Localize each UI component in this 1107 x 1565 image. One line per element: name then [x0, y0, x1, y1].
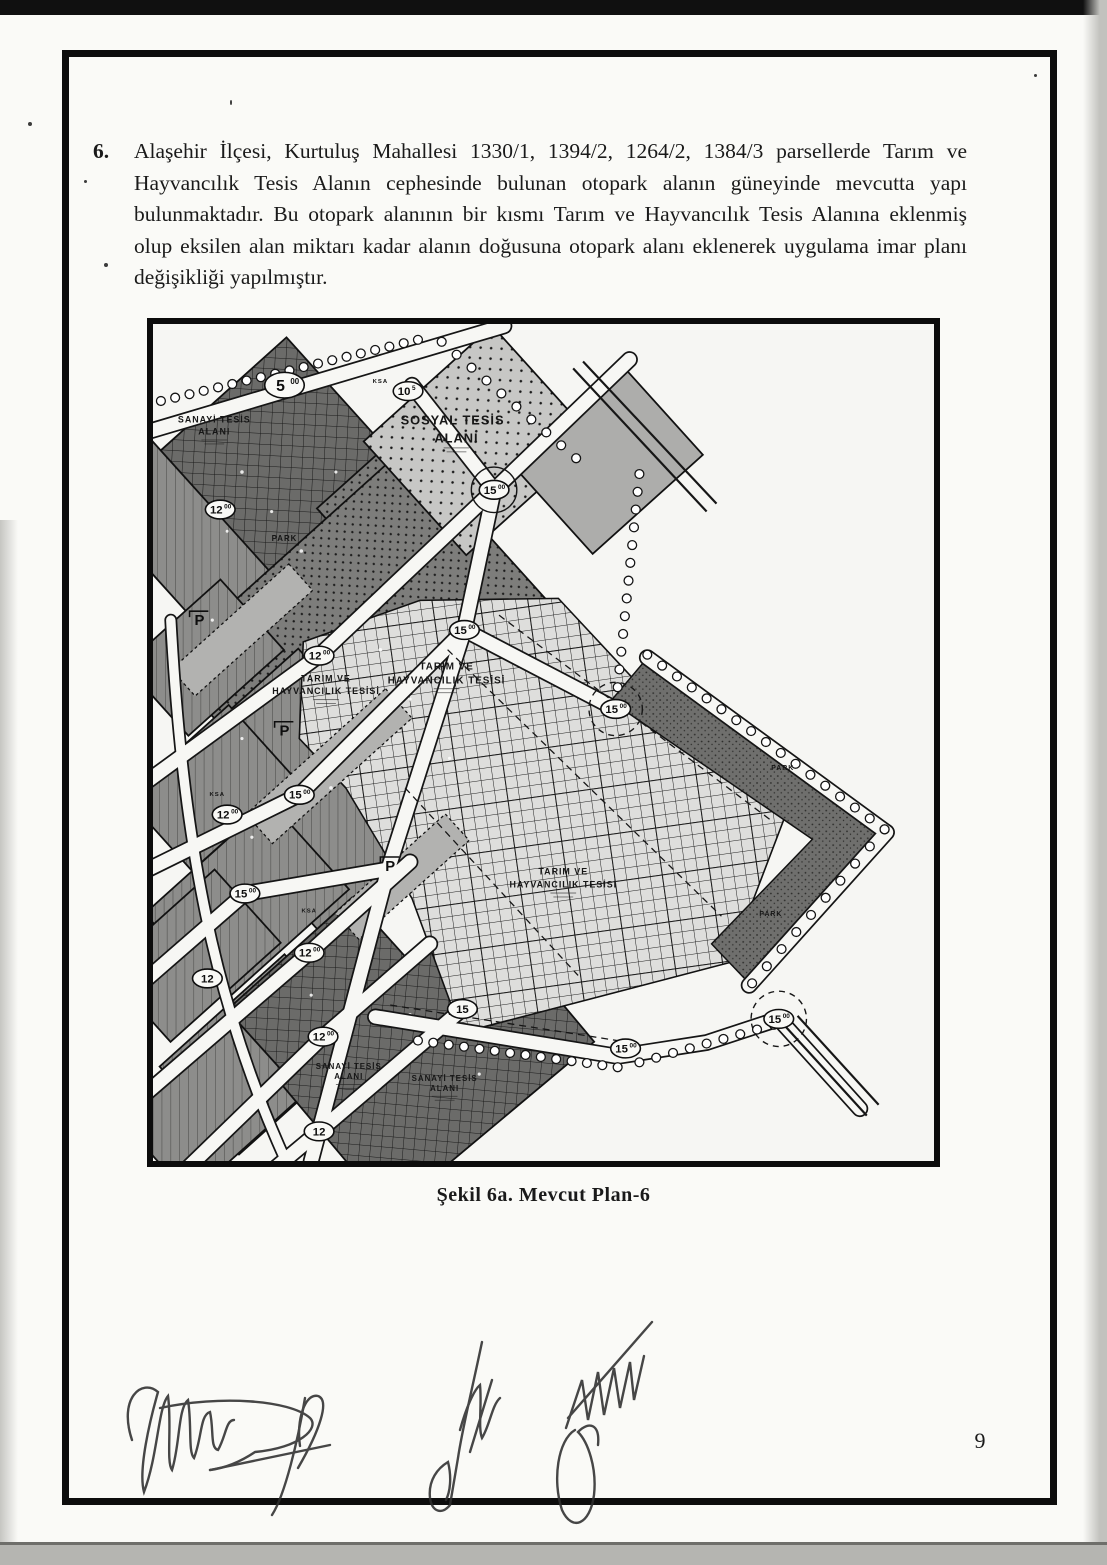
tree-circle-icon	[850, 803, 859, 812]
road-width-value: 15	[234, 888, 248, 901]
road-width-value: 12	[201, 973, 214, 986]
map-zone-label: HAYVANCILIK TESİSİ	[272, 686, 380, 697]
tree-circle-icon	[356, 349, 365, 358]
tree-circle-icon	[567, 1057, 576, 1066]
zoning-plan-svg	[153, 324, 934, 1161]
tree-circle-icon	[702, 694, 711, 703]
tree-circle-icon	[460, 1042, 469, 1051]
parking-p-icon: P	[194, 613, 205, 630]
zone-sub-annotation	[313, 699, 339, 700]
tree-circle-icon	[643, 650, 652, 659]
road-width-decimal: 00	[629, 1042, 637, 1050]
tree-circle-icon	[185, 390, 194, 399]
road-width-value: 15	[768, 1013, 782, 1026]
tree-circle-icon	[444, 1040, 453, 1049]
tree-circle-icon	[658, 661, 667, 670]
tree-circle-icon	[617, 647, 626, 656]
road-width-decimal: 00	[619, 702, 627, 710]
map-zone-label: SANAYİ TESİS	[315, 1062, 382, 1072]
tree-circle-icon	[521, 1050, 530, 1059]
tree-circle-icon	[467, 363, 476, 372]
tree-circle-icon	[792, 928, 801, 937]
tree-circle-icon	[242, 376, 251, 385]
tree-circle-icon	[371, 346, 380, 355]
zone-sub-annotation	[336, 1084, 362, 1085]
tree-circle-icon	[630, 523, 639, 532]
zone-sub-annotation	[437, 692, 457, 693]
tree-circle-icon	[624, 576, 633, 585]
map-zone-label: TARIM VE	[419, 661, 474, 673]
road-width-value: 15	[483, 484, 497, 497]
tree-circle-icon	[342, 352, 351, 361]
road-width-value: 12	[209, 504, 223, 517]
parking-p-icon: P	[279, 723, 290, 740]
paragraph-text	[134, 136, 967, 294]
map-zone-label: ALANI	[434, 430, 479, 446]
road-width-value: 5	[276, 378, 285, 396]
tree-circle-icon	[626, 558, 635, 567]
zone-sub-annotation	[447, 451, 467, 452]
map-zone-label: SOSYAL TESİS	[400, 412, 505, 428]
map-zone-label: HAYVANCILIK TESİSİ	[509, 879, 618, 890]
tree-circle-icon	[702, 1039, 711, 1048]
road-width-decimal: 5	[412, 385, 416, 393]
map-zone-label: HAYVANCILIK TESİSİ	[387, 675, 506, 687]
tree-circle-icon	[582, 1059, 591, 1068]
tree-circle-icon	[748, 979, 757, 988]
tree-circle-icon	[171, 393, 180, 402]
tree-circle-icon	[633, 487, 642, 496]
tree-circle-icon	[762, 962, 771, 971]
road-width-value: 15	[289, 789, 302, 802]
tree-circle-icon	[214, 383, 223, 392]
map-zone-label: TARIM VE	[301, 673, 351, 684]
tree-circle-icon	[622, 594, 631, 603]
tree-circle-icon	[673, 672, 682, 681]
map-zone-label: ALANI	[334, 1072, 364, 1082]
tree-circle-icon	[865, 842, 874, 851]
tree-circle-icon	[761, 738, 770, 747]
paragraph-number: 6.	[93, 139, 110, 163]
road-width-decimal: 00	[313, 946, 321, 954]
zone-sub-annotation	[201, 439, 227, 440]
paragraph-line: Alaşehir İlçesi, Kurtuluş Mahallesi 1330/1, 1394/2, 1264/2, 1384/3 parsellerde Tarım ve	[134, 139, 967, 163]
map-zone-label: PARK	[271, 534, 298, 544]
dust-speck	[28, 122, 32, 126]
zone-sub-annotation	[316, 703, 336, 704]
map-zone-label: SANAYİ TESİS	[177, 414, 251, 425]
tree-circle-icon	[156, 397, 165, 406]
paragraph-line: değişikliği yapılmıştır.	[134, 265, 328, 289]
map-zone-label: ALANI	[430, 1083, 460, 1093]
tree-circle-icon	[385, 342, 394, 351]
tree-circle-icon	[413, 335, 422, 344]
tree-circle-icon	[536, 1053, 545, 1062]
tree-circle-icon	[836, 876, 845, 885]
road-width-decimal: 00	[224, 503, 232, 511]
scan-edge-left	[0, 520, 18, 1562]
tree-circle-icon	[865, 814, 874, 823]
tree-circle-icon	[572, 454, 581, 463]
parking-p-icon: P	[385, 858, 396, 875]
tree-circle-icon	[635, 470, 644, 479]
tree-circle-icon	[736, 1030, 745, 1039]
tree-circle-icon	[719, 1034, 728, 1043]
zone-sub-annotation	[204, 443, 224, 444]
page-number: 9	[974, 1428, 986, 1453]
tree-circle-icon	[717, 705, 726, 714]
zone-sub-annotation	[550, 893, 576, 894]
tree-circle-icon	[619, 629, 628, 638]
paragraph-line: bulunmaktadır. Bu otopark alanının bir kısmı Tarım ve Hayvancılık Tesis Alanına eklenmiş	[134, 202, 967, 226]
tree-circle-icon	[228, 380, 237, 389]
zone-sub-annotation	[553, 896, 573, 897]
tree-circle-icon	[821, 893, 830, 902]
road-width-value: 12	[298, 947, 312, 960]
tree-circle-icon	[613, 683, 622, 692]
tree-circle-icon	[631, 505, 640, 514]
zoning-plan-map	[147, 318, 940, 1167]
road-width-value: 12	[216, 809, 230, 822]
tree-circle-icon	[413, 1036, 422, 1045]
tree-circle-icon	[557, 441, 566, 450]
tree-circle-icon	[806, 770, 815, 779]
road-width-value: 15	[605, 703, 619, 716]
tree-circle-icon	[429, 1038, 438, 1047]
road-width-decimal: 00	[248, 887, 257, 895]
zone-sub-annotation	[434, 688, 460, 689]
tree-circle-icon	[687, 683, 696, 692]
tree-circle-icon	[497, 389, 506, 398]
tree-circle-icon	[732, 716, 741, 725]
road-width-value: 12	[312, 1031, 326, 1044]
tree-circle-icon	[542, 428, 551, 437]
tree-circle-icon	[314, 359, 323, 368]
road-width-value: 10	[397, 386, 411, 399]
tree-circle-icon	[620, 612, 629, 621]
zone-sub-annotation	[435, 1100, 455, 1101]
tree-circle-icon	[328, 356, 337, 365]
tree-circle-icon	[527, 415, 536, 424]
tree-circle-icon	[880, 825, 889, 834]
tree-circle-icon	[685, 1044, 694, 1053]
map-zone-label: KSA	[372, 379, 389, 386]
road-width-decimal: 00	[323, 649, 331, 657]
map-zone-label: TARIM VE	[538, 866, 589, 877]
zone-sub-annotation	[444, 447, 470, 448]
road-width-value: 15	[615, 1043, 628, 1056]
scan-edge-right	[1083, 0, 1107, 1562]
road-width-value: 12	[312, 1126, 326, 1139]
tree-circle-icon	[753, 1025, 762, 1034]
road-width-decimal: 00	[303, 788, 311, 796]
map-zone-label: PARK	[771, 765, 795, 773]
tree-circle-icon	[598, 1061, 607, 1070]
road-width-decimal: 00	[498, 483, 506, 491]
tree-circle-icon	[747, 727, 756, 736]
road-width-decimal: 00	[326, 1030, 335, 1038]
figure-caption: Şekil 6a. Mevcut Plan-6	[436, 1184, 651, 1206]
paragraph-item-6	[93, 136, 967, 294]
tree-circle-icon	[635, 1058, 644, 1067]
road-width-value: 15	[454, 624, 467, 637]
scan-edge-top	[0, 0, 1107, 15]
road-width-decimal: 00	[782, 1012, 790, 1020]
tree-circle-icon	[776, 749, 785, 758]
zone-sub-annotation	[432, 1096, 458, 1097]
road-width-decimal: 00	[468, 623, 476, 631]
tree-circle-icon	[490, 1046, 499, 1055]
tree-circle-icon	[452, 350, 461, 359]
tree-circle-icon	[437, 337, 446, 346]
tree-circle-icon	[482, 376, 491, 385]
road-width-decimal: 00	[231, 808, 239, 816]
tree-circle-icon	[552, 1055, 561, 1064]
road-width-value: 12	[308, 650, 322, 663]
tree-circle-icon	[669, 1048, 678, 1057]
tree-circle-icon	[628, 541, 637, 550]
tree-circle-icon	[777, 945, 786, 954]
map-zone-label: PARK	[759, 911, 783, 919]
tree-circle-icon	[821, 781, 830, 790]
tree-circle-icon	[299, 363, 308, 372]
paragraph-line: Hayvancılık Tesis Alanın cephesinde bulunan otopark alanın güneyinde mevcutta yapı	[134, 170, 967, 195]
tree-circle-icon	[506, 1048, 515, 1057]
tree-circle-icon	[807, 910, 816, 919]
tree-circle-icon	[615, 665, 624, 674]
road-width-decimal: 00	[290, 377, 300, 387]
tree-circle-icon	[475, 1044, 484, 1053]
tree-circle-icon	[851, 859, 860, 868]
tree-circle-icon	[512, 402, 521, 411]
road-width-value: 15	[456, 1003, 469, 1016]
tree-circle-icon	[652, 1053, 661, 1062]
tree-circle-icon	[199, 386, 208, 395]
map-zone-label: KSA	[301, 908, 317, 915]
map-zone-label: ALANI	[198, 426, 231, 437]
tree-circle-icon	[613, 1063, 622, 1072]
tree-circle-icon	[399, 339, 408, 348]
map-zone-label: KSA	[209, 791, 225, 798]
paragraph-line: olup eksilen alan miktarı kadar alanın doğusuna otopark alanı eklenerek uygulama imar planı	[134, 233, 967, 258]
tree-circle-icon	[836, 792, 845, 801]
zone-sub-annotation	[339, 1088, 359, 1089]
map-zone-label: SANAYİ TESİS	[411, 1074, 478, 1084]
tree-circle-icon	[256, 373, 265, 382]
